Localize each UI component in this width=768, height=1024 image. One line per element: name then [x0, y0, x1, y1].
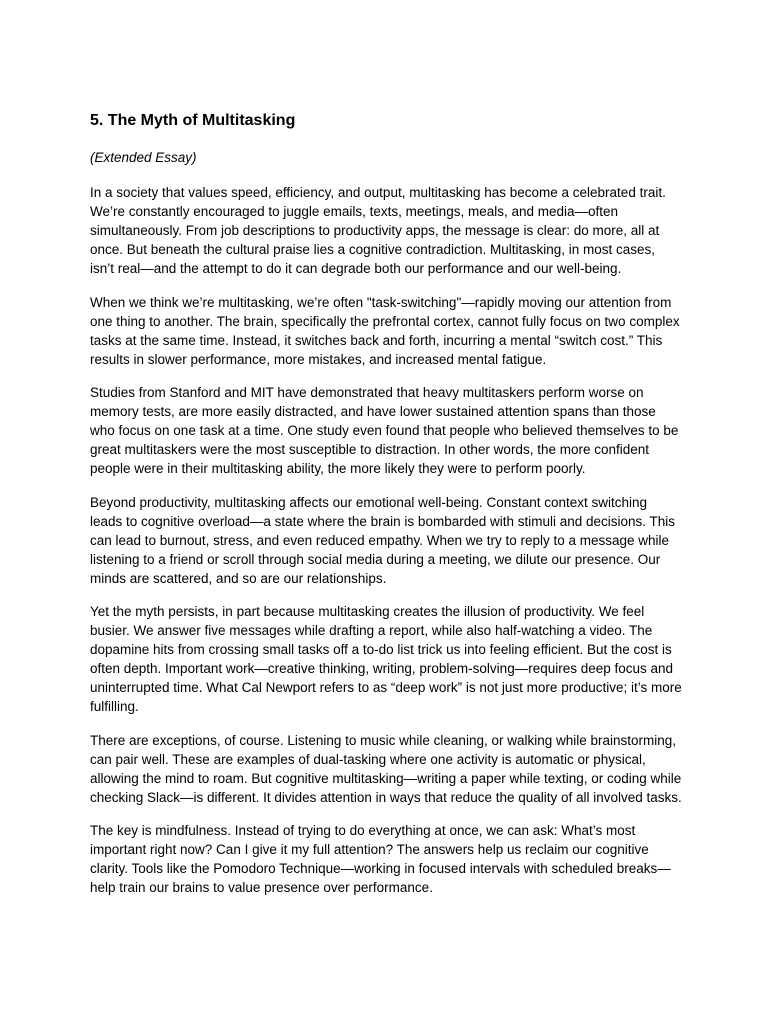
essay-title: 5. The Myth of Multitasking [90, 112, 296, 129]
paragraph-5: Yet the myth persists, in part because multitasking creates the illusion of productivity. We feel busier. We answer five messages while drafting a report, while also half-watching a video. The dopamine hits from crossing small tasks off a to-do list trick us into feeling efficient. But the cost is often depth. Important work—creative thinking, writing, problem-solving—requires deep focus and uninterrupted time. What Cal Newport refers to as “deep work” is not just more productive; it’s more fulfilling. [90, 604, 682, 714]
paragraph-4: Beyond productivity, multitasking affects our emotional well-being. Constant context switching leads to cognitive overload—a state where the brain is bombarded with stimuli and decisions. This can lead to burnout, stress, and even reduced empathy. When we try to reply to a message while listening to a friend or scroll through social media during a meeting, we dilute our presence. Our minds are scattered, and so are our relationships. [90, 494, 676, 586]
paragraph-2: When we think we’re multitasking, we’re often "task-switching"—rapidly moving our attention from one thing to another. The brain, specifically the prefrontal cortex, cannot fully focus on two complex tasks at the same time. Instead, it switches back and forth, incurring a mental “switch cost.” This results in slower performance, more mistakes, and increased mental fatigue. [90, 294, 680, 367]
essay-subtitle: (Extended Essay) [90, 150, 197, 165]
paragraph-7: The key is mindfulness. Instead of trying to do everything at once, we can ask: What’s most important right now? Can I give it my full attention? The answers help us reclaim our cognitive clarity. Tools like the Pomodoro Technique—working in focused intervals with scheduled breaks—help train our brains to value presence over performance. [90, 823, 671, 895]
paragraph-1: In a society that values speed, efficiency, and output, multitasking has become a celebrated trait. We’re constantly encouraged to juggle emails, texts, meetings, meals, and media—often simultaneously. From job descriptions to productivity apps, the message is clear: do more, all at once. But beneath the cultural praise lies a cognitive contradiction. Multitasking, in most cases, isn’t real—and the attempt to do it can degrade both our performance and our well-being. [90, 185, 666, 276]
paragraph-6: There are exceptions, of course. Listening to music while cleaning, or walking while brainstorming, can pair well. These are examples of dual-tasking where one activity is automatic or physical, allowing the mind to roam. But cognitive multitasking—writing a paper while texting, or coding while checking Slack—is different. It divides attention in ways that reduce the quality of all involved tasks. [90, 732, 682, 805]
paragraph-3: Studies from Stanford and MIT have demonstrated that heavy multitaskers perform worse on memory tests, are more easily distracted, and have lower sustained attention spans than those who focus on one task at a time. One study even found that people who believed themselves to be great multitaskers were the most susceptible to distraction. In other words, the more confident people were in their multitasking ability, the more likely they were to perform poorly. [90, 385, 679, 476]
